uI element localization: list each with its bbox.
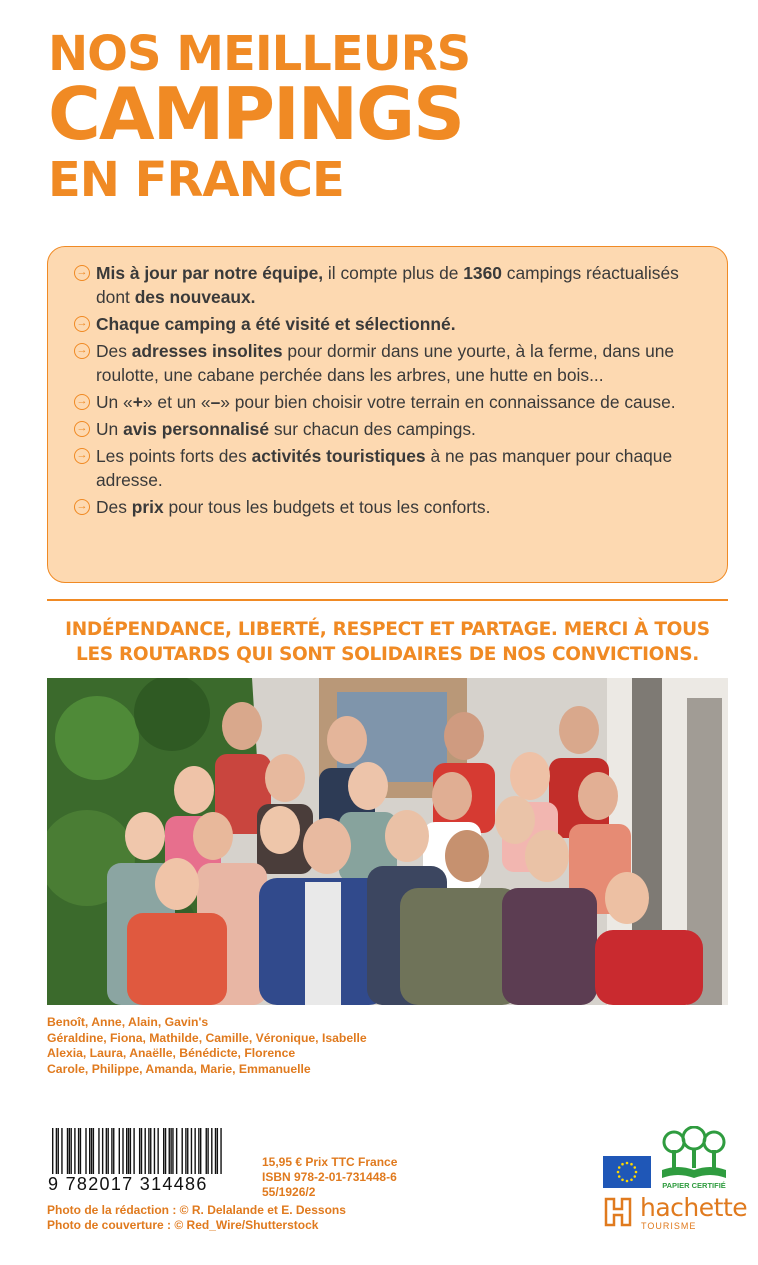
pefc-label: PAPIER CERTIFIÉ [662,1181,726,1190]
feature-text: pour tous les budgets et tous les conforts. [163,497,491,517]
title-line-1: NOS MEILLEURS [48,26,471,82]
feature-text: campings réactualisés dont [96,263,679,307]
feature-item [74,261,707,309]
photo-credits [47,1203,346,1233]
eu-star [617,1171,620,1174]
publisher-name: hachette [640,1193,748,1222]
publisher-sub: TOURISME [641,1221,697,1231]
feature-item [74,444,707,492]
feature-text: il compte plus de [323,263,464,283]
eu-star [621,1178,624,1181]
eu-star [630,1163,633,1166]
feature-emphasis: Chaque camping a été visité et sélectionné. [96,314,456,334]
feature-text: Les points forts des [96,446,252,466]
slogan-line-2: LES ROUTARDS QUI SONT SOLIDAIRES DE NOS CONVICTIONS. [75,644,700,665]
feature-item [74,390,707,414]
feature-emphasis: prix [131,497,164,517]
feature-text: Des [96,497,132,517]
arrow-circle-icon: → [74,265,90,281]
title-line-3: EN FRANCE [48,152,344,208]
feature-item [74,417,707,441]
eu-flag-icon [603,1156,651,1188]
isbn: ISBN 978-2-01-731448-6 [262,1170,397,1184]
eu-star [621,1163,624,1166]
price-block [262,1155,397,1200]
team-photo-illustration [47,678,728,1005]
slogan [47,617,728,667]
slogan-line-1: INDÉPENDANCE, LIBERTÉ, RESPECT ET PARTAGE. MERCI À TOUS [65,619,710,640]
feature-emphasis: 1360 [463,263,502,283]
feature-text: Un « [96,392,133,412]
eu-star [618,1175,621,1178]
credit-couverture: Photo de couverture : © Red_Wire/Shutterstock [47,1218,319,1232]
eu-star [626,1162,629,1165]
feature-text: » pour bien choisir votre terrain en connaissance de cause. [220,392,676,412]
credit-redaction: Photo de la rédaction : © R. Delalande et E. Dessons [47,1203,346,1217]
feature-emphasis: activités touristiques [251,446,426,466]
feature-emphasis: Mis à jour par notre équipe, [96,263,324,283]
caption-line: Benoît, Anne, Alain, Gavin's [47,1015,209,1029]
features-box [47,246,728,583]
feature-emphasis: adresses insolites [131,341,283,361]
eu-star [618,1166,621,1169]
caption-line: Alexia, Laura, Anaëlle, Bénédicte, Florence [47,1046,296,1060]
cover-title [48,26,471,208]
arrow-circle-icon: → [74,343,90,359]
arrow-circle-icon: → [74,499,90,515]
feature-emphasis: avis personnalisé [123,419,270,439]
feature-text: pour dormir dans une yourte, à la ferme, dans une roulotte, une cabane perchée dans les arbres, une hutte en bois... [96,341,675,385]
team-photo [47,678,728,1005]
eu-star [633,1166,636,1169]
hachette-h-icon [604,1197,632,1227]
eu-star [626,1180,629,1183]
feature-list [74,261,707,519]
title-line-2: CAMPINGS [48,72,463,156]
feature-emphasis: – [210,392,221,412]
feature-item [74,495,707,519]
feature-item [74,339,707,387]
arrow-circle-icon: → [74,394,90,410]
feature-text: Des [96,341,132,361]
eu-star [635,1171,638,1174]
arrow-circle-icon: → [74,421,90,437]
eu-star [633,1175,636,1178]
barcode-number: 9 782017 314486 [48,1174,228,1195]
hachette-logo [604,1193,748,1233]
feature-text: » et un « [142,392,211,412]
feature-text: à ne pas manquer pour chaque adresse. [96,446,673,490]
arrow-circle-icon: → [74,448,90,464]
eu-star [630,1178,633,1181]
feature-emphasis: des nouveaux. [134,287,256,307]
arrow-circle-icon: → [74,316,90,332]
feature-text: sur chacun des campings. [269,419,476,439]
caption-line: Géraldine, Fiona, Mathilde, Camille, Véronique, Isabelle [47,1030,367,1045]
feature-text: Un [96,419,124,439]
edition-code: 55/1926/2 [262,1185,316,1199]
feature-emphasis: + [132,392,143,412]
photo-caption [47,1015,367,1077]
price: 15,95 € Prix TTC France [262,1155,398,1169]
divider [47,599,728,601]
feature-item [74,312,707,336]
caption-line: Carole, Philippe, Amanda, Marie, Emmanuelle [47,1061,311,1076]
